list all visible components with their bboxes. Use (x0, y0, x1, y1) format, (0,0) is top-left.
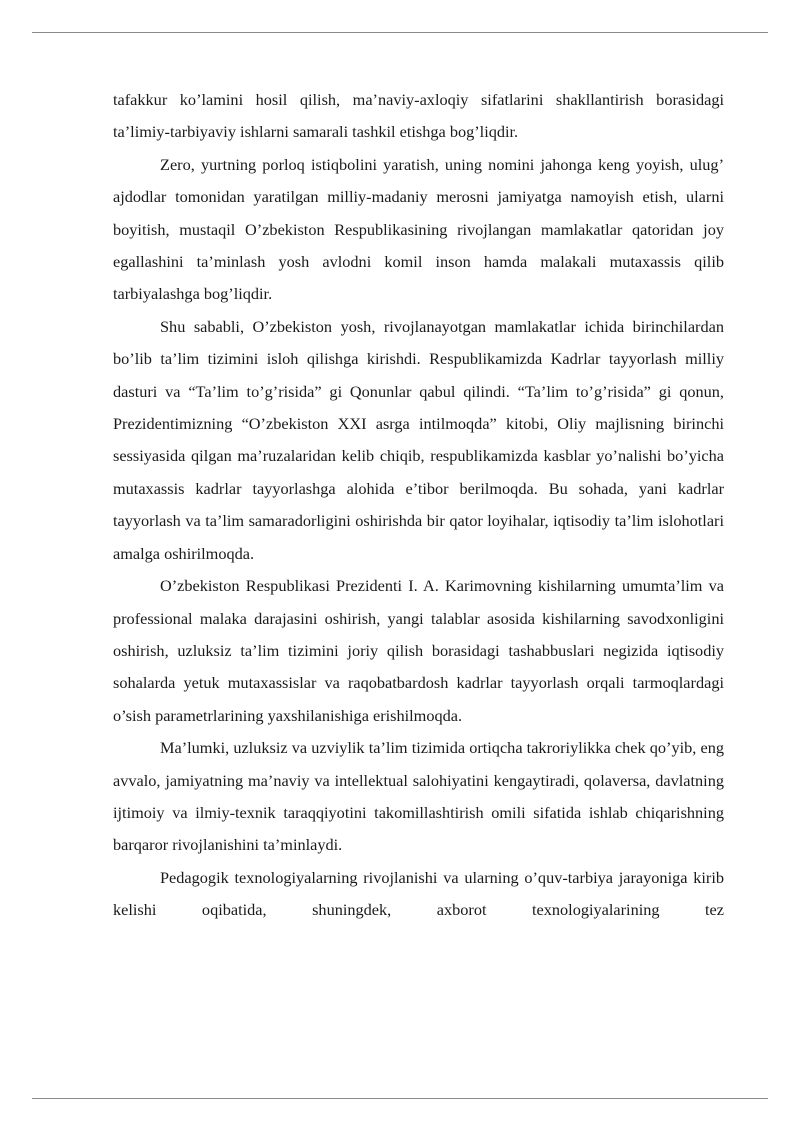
paragraph-zero: Zero, yurtning porloq istiqbolini yaratish, uning nomini jahonga keng yoyish, ulug’ ajdodlar tomonidan yaratilgan milliy-madaniy merosni jamiyatga namoyish etish, ularni boyitish, mustaqil O’zbekiston Respublikasining rivojlangan mamlakatlar qatoridan joy egallashini ta’minlash yosh avlodni komil inson hamda malakali mutaxassis qilib tarbiyalashga bog’liqdir. (113, 154, 724, 304)
page-top-rule (32, 32, 768, 33)
paragraph-malumki: Ma’lumki, uzluksiz va uzviylik ta’lim tizimida ortiqcha takroriylikka chek qo’yib, eng avvalo, jamiyatning ma’naviy va intellektual salohiyatini kengaytiradi, qolaversa, davlatning ijtimoiy va ilmiy-texnik taraqqiyotini takomillashtirish omili sifatida ishlab chiqarishning barqaror rivojlanishini ta’minlaydi. (113, 738, 724, 855)
paragraph-continuation: tafakkur ko’lamini hosil qilish, ma’naviy-axloqiy sifatlarini shakllantirish borasidagi ta’limiy-tarbiyaviy ishlarni samarali tashkil etishga bog’liqdir. (113, 90, 724, 142)
page-bottom-rule (32, 1098, 768, 1099)
paragraph-shu-sababli: Shu sababli, O’zbekiston yosh, rivojlanayotgan mamlakatlar ichida birinchilardan bo’lib ta’lim tizimini isloh qilishga kirishdi. Respublikamizda Kadrlar tayyorlash milliy dasturi va “Ta’lim to’g’risida” gi Qonunlar qabul qilindi. “Ta’lim to’g’risida” gi qonun, Prezidentimizning “O’zbekiston XXI asrga intilmoqda” kitobi, Oliy majlisning birinchi sessiyasida qilgan ma’ruzalaridan kelib chiqib, respublikamizda kasblar yo’nalishi bo’yicha mutaxassis kadrlar tayyorlashga alohida e’tibor berilmoqda. Bu sohada, yani kadrlar tayyorlash va ta’lim samaradorligini oshirishda bir qator loyihalar, iqtisodiy ta’lim islohotlari amalga oshirilmoqda. (113, 316, 724, 563)
document-body (113, 84, 724, 927)
paragraph-president: O’zbekiston Respublikasi Prezidenti I. A. Karimovning kishilarning umumta’lim va professional malaka darajasini oshirish, yangi talablar asosida kishilarning savodxonligini oshirish, uzluksiz ta’lim tizimini joriy qilish borasidagi tashabbuslari negizida iqtisodiy sohalarda yetuk mutaxassislar va raqobatbardosh kadrlar tayyorlash orqali tarmoqlardagi o’sish parametrlarining yaxshilanishiga erishilmoqda. (113, 576, 724, 725)
paragraph-pedagogik: Pedagogik texnologiyalarning rivojlanishi va ularning o’quv-tarbiya jarayoniga kirib kelishi oqibatida, shuningdek, axborot texnologiyalarining tez (113, 867, 724, 920)
